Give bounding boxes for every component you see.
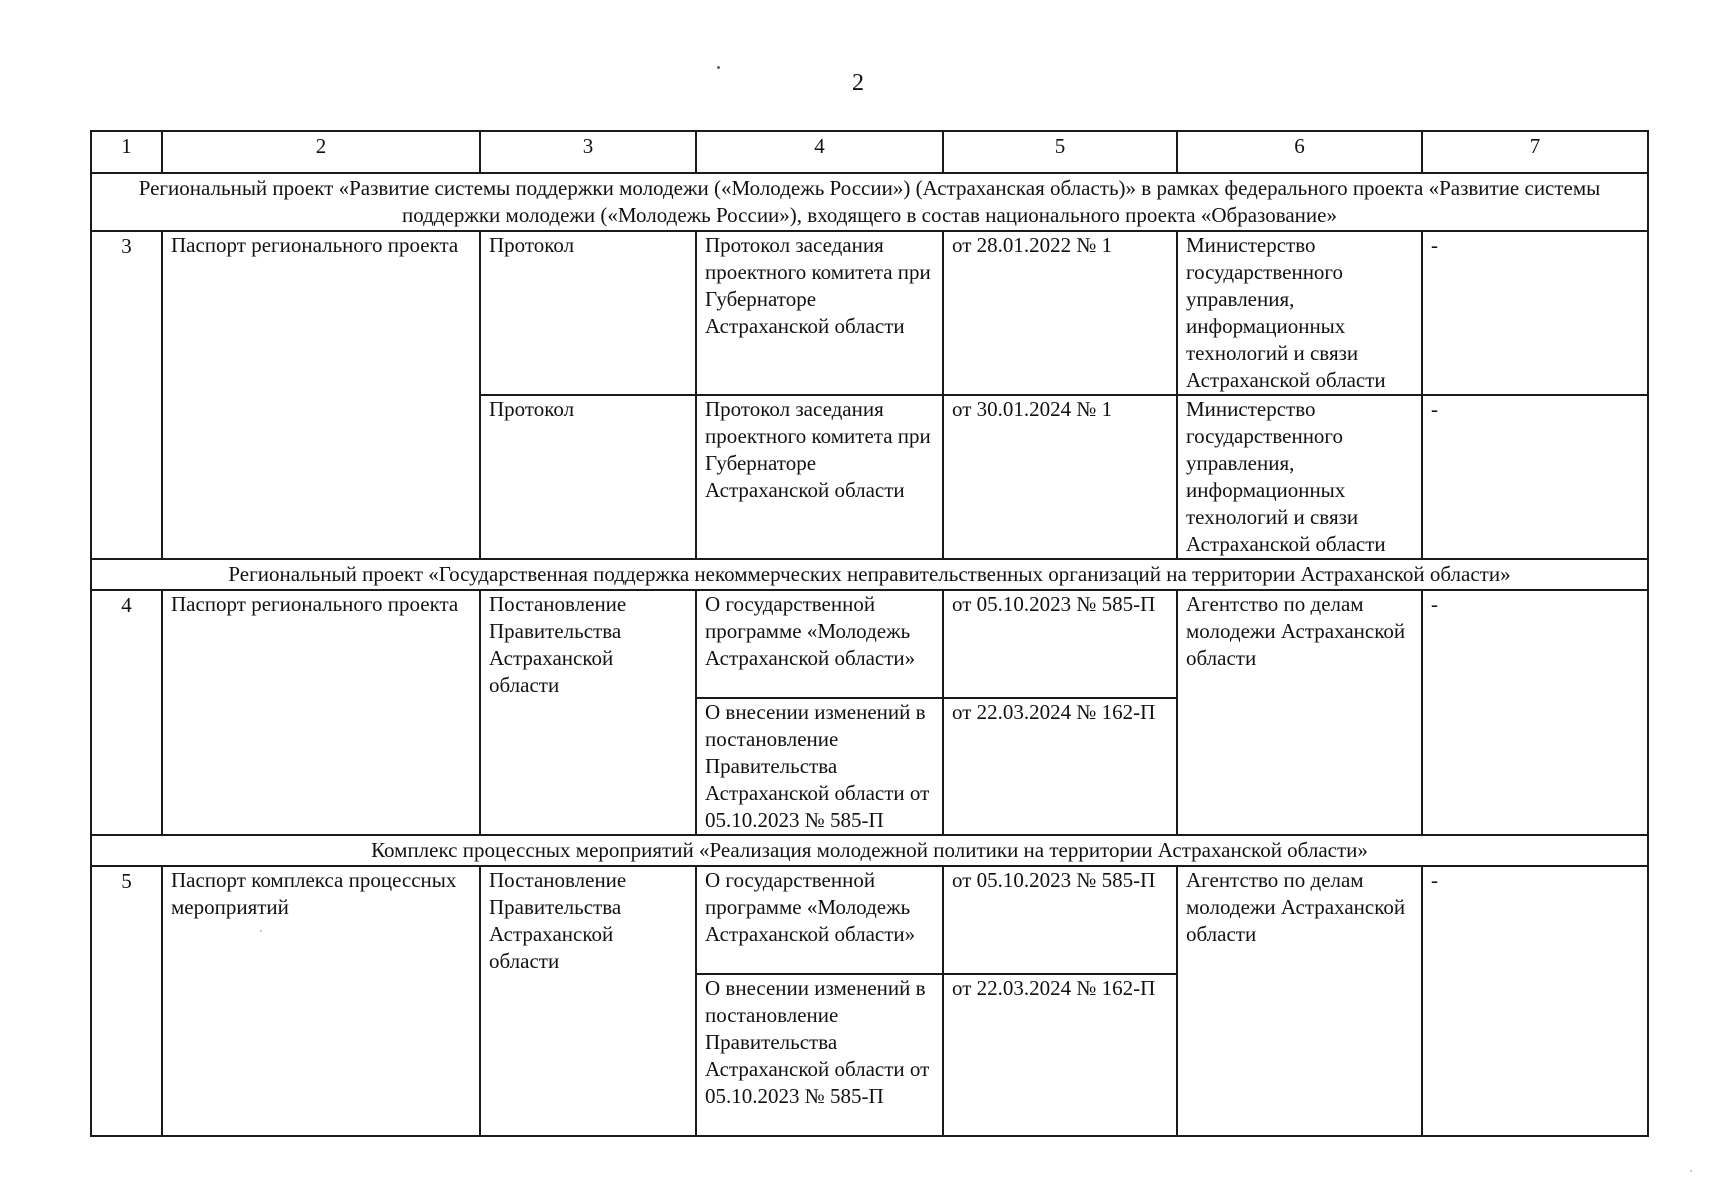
- act-title: О внесении изменений в постановление Правительства Астраханской области от 05.10.2023 № 585-П: [696, 698, 943, 835]
- document-name: Паспорт регионального проекта: [162, 231, 480, 559]
- document-name: Паспорт комплекса процессных мероприятий: [162, 866, 480, 1136]
- column-number: 4: [696, 131, 943, 173]
- section-header-row: [91, 173, 1648, 231]
- section-title: Региональный проект «Государственная поддержка некоммерческих неправительственных организаций на территории Астраханской области»: [91, 559, 1648, 590]
- document-name: Паспорт регионального проекта: [162, 590, 480, 835]
- note: -: [1422, 231, 1648, 395]
- responsible-body: Министерство государственного управления, информационных технологий и связи Астраханской области: [1177, 395, 1422, 559]
- act-details: от 05.10.2023 № 585-П: [943, 590, 1177, 698]
- column-number-row: [91, 131, 1648, 173]
- section-title: Региональный проект «Развитие системы поддержки молодежи («Молодежь России») (Астраханская область)» в рамках федерального проекта «Развитие системы поддержки молодежи («Молодежь России»), входящего в состав национального проекта «Образование»: [91, 173, 1648, 231]
- note: -: [1422, 866, 1648, 1136]
- column-number: 6: [1177, 131, 1422, 173]
- document-table: [90, 130, 1649, 1137]
- act-details: от 28.01.2022 № 1: [943, 231, 1177, 395]
- act-details: от 05.10.2023 № 585-П: [943, 866, 1177, 974]
- act-type: Протокол: [480, 231, 696, 395]
- act-title: О государственной программе «Молодежь Астраханской области»: [696, 866, 943, 974]
- row-number: 3: [91, 231, 162, 559]
- section-title: Комплекс процессных мероприятий «Реализация молодежной политики на территории Астраханской области»: [91, 835, 1648, 866]
- column-number: 7: [1422, 131, 1648, 173]
- act-details: от 22.03.2024 № 162-П: [943, 698, 1177, 835]
- responsible-body: Министерство государственного управления, информационных технологий и связи Астраханской области: [1177, 231, 1422, 395]
- column-number: 2: [162, 131, 480, 173]
- table-row: [91, 231, 1648, 395]
- page-number: 2: [852, 70, 864, 96]
- note: -: [1422, 395, 1648, 559]
- act-type: Постановление Правительства Астраханской области: [480, 590, 696, 835]
- act-title: О государственной программе «Молодежь Астраханской области»: [696, 590, 943, 698]
- scan-speck: [260, 930, 262, 932]
- column-number: 3: [480, 131, 696, 173]
- table-row: [91, 590, 1648, 698]
- act-title: Протокол заседания проектного комитета при Губернаторе Астраханской области: [696, 231, 943, 395]
- section-header-row: [91, 835, 1648, 866]
- act-type: Протокол: [480, 395, 696, 559]
- act-title: Протокол заседания проектного комитета при Губернаторе Астраханской области: [696, 395, 943, 559]
- responsible-body: Агентство по делам молодежи Астраханской области: [1177, 866, 1422, 1136]
- act-type: Постановление Правительства Астраханской области: [480, 866, 696, 1136]
- act-title: О внесении изменений в постановление Правительства Астраханской области от 05.10.2023 № 585-П: [696, 974, 943, 1136]
- column-number: 5: [943, 131, 1177, 173]
- scan-speck: [1690, 1170, 1692, 1172]
- table-row: [91, 866, 1648, 974]
- row-number: 5: [91, 866, 162, 1136]
- scan-speck: [717, 66, 720, 69]
- row-number: 4: [91, 590, 162, 835]
- act-details: от 30.01.2024 № 1: [943, 395, 1177, 559]
- act-details: от 22.03.2024 № 162-П: [943, 974, 1177, 1136]
- column-number: 1: [91, 131, 162, 173]
- note: -: [1422, 590, 1648, 835]
- section-header-row: [91, 559, 1648, 590]
- responsible-body: Агентство по делам молодежи Астраханской области: [1177, 590, 1422, 835]
